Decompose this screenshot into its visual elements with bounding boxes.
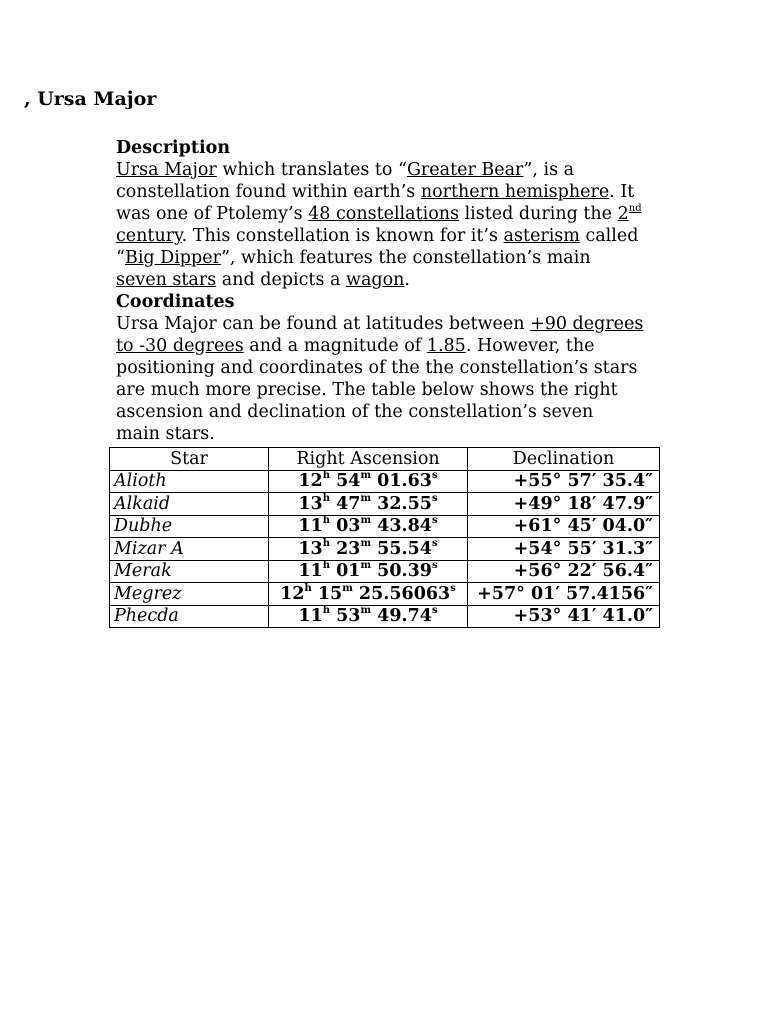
ra-seconds-value: 01.63 <box>377 471 432 492</box>
description-text: . It <box>609 182 635 202</box>
stars-table <box>109 447 660 628</box>
description-line <box>116 269 661 291</box>
star-name-cell: Alkaid <box>110 493 269 516</box>
description-text: called <box>579 226 639 246</box>
coordinates-underlined-term: +90 degrees <box>530 314 644 334</box>
right-ascension-cell <box>269 583 468 606</box>
ra-seconds-value: 55.54 <box>377 538 432 559</box>
ra-seconds-unit: s <box>431 492 438 504</box>
ra-hours-value: 11 <box>298 606 323 627</box>
ra-hours-unit: h <box>322 492 331 504</box>
description-heading: Description <box>116 138 231 158</box>
table-row <box>110 583 660 606</box>
ra-minutes-unit: m <box>360 560 372 572</box>
ra-minutes-value: 03 <box>336 516 361 537</box>
description-text: listed during the <box>459 204 618 224</box>
coordinates-text: positioning and coordinates of the the constellation’s stars <box>116 358 638 378</box>
coordinates-heading: Coordinates <box>116 292 235 312</box>
ra-hours-value: 12 <box>280 583 305 604</box>
description-text: “ <box>116 248 125 268</box>
ra-hours-value: 13 <box>298 493 323 514</box>
table-row <box>110 515 660 538</box>
description-line <box>116 203 661 225</box>
ra-minutes-unit: m <box>342 582 353 594</box>
coordinates-text: ascension and declination of the constellation’s seven <box>116 402 594 422</box>
coordinates-line <box>116 379 661 401</box>
description-text: was one of Ptolemy’s <box>116 204 309 224</box>
description-text: . <box>404 270 410 290</box>
ra-hours-unit: h <box>322 560 331 572</box>
column-header-star: Star <box>110 448 269 471</box>
declination-cell: +53° 41′ 41.0″ <box>468 605 660 628</box>
ra-minutes-value: 54 <box>336 471 361 492</box>
description-underlined-term: asterism <box>503 226 580 246</box>
coordinates-paragraph <box>116 313 661 445</box>
description-line <box>116 181 661 203</box>
page-title: , Ursa Major <box>24 88 157 110</box>
ra-hours-value: 11 <box>298 561 323 582</box>
ra-minutes-value: 23 <box>336 538 361 559</box>
table-body <box>110 470 660 628</box>
coordinates-underlined-term: to -30 degrees <box>116 336 244 356</box>
table-row <box>110 493 660 516</box>
description-line <box>116 247 661 269</box>
declination-cell: +61° 45′ 04.0″ <box>468 515 660 538</box>
ra-minutes-value: 53 <box>336 606 361 627</box>
right-ascension-cell <box>269 538 468 561</box>
ra-seconds-value: 49.74 <box>377 606 432 627</box>
ra-seconds-unit: s <box>431 537 438 549</box>
ra-seconds-value: 25.56063 <box>358 583 451 604</box>
description-text: which translates to “ <box>216 160 407 180</box>
description-underlined-term: northern hemisphere <box>420 182 610 202</box>
coordinates-underlined-term: 1.85 <box>426 336 466 356</box>
description-underlined-term: 48 constellations <box>308 204 460 224</box>
description-text: ”, which features the constellation’s main <box>220 248 591 268</box>
ra-hours-value: 13 <box>298 538 323 559</box>
coordinates-line <box>116 313 661 335</box>
ra-minutes-value: 01 <box>336 561 361 582</box>
column-header-declination: Declination <box>468 448 660 471</box>
star-name-cell: Alioth <box>110 470 269 493</box>
coordinates-text: and a magnitude of <box>243 336 427 356</box>
table-row <box>110 538 660 561</box>
ra-hours-unit: h <box>322 537 331 549</box>
star-name-cell: Merak <box>110 560 269 583</box>
ra-seconds-unit: s <box>431 470 438 482</box>
ra-seconds-value: 50.39 <box>377 561 432 582</box>
ra-seconds-unit: s <box>450 582 456 594</box>
ra-seconds-value: 32.55 <box>377 493 432 514</box>
coordinates-line <box>116 357 661 379</box>
description-text: and depicts a <box>216 270 346 290</box>
coordinates-text: . However, the <box>465 336 595 356</box>
description-text: . This constellation is known for it’s <box>181 226 504 246</box>
ra-seconds-unit: s <box>431 515 438 527</box>
table-row <box>110 560 660 583</box>
ra-hours-value: 12 <box>298 471 323 492</box>
ra-seconds-value: 43.84 <box>377 516 432 537</box>
description-line <box>116 159 661 181</box>
description-underlined-term: seven stars <box>116 270 217 290</box>
coordinates-line <box>116 335 661 357</box>
ra-minutes-value: 47 <box>336 493 361 514</box>
ra-hours-unit: h <box>322 470 331 482</box>
description-line <box>116 225 661 247</box>
declination-cell: +54° 55′ 31.3″ <box>468 538 660 561</box>
document-body <box>116 137 661 445</box>
right-ascension-cell <box>269 605 468 628</box>
ra-minutes-unit: m <box>360 605 372 617</box>
coordinates-text: are much more precise. The table below shows the right <box>116 380 618 400</box>
coordinates-line <box>116 423 661 445</box>
description-underlined-term: Big Dipper <box>124 248 221 268</box>
declination-cell: +56° 22′ 56.4″ <box>468 560 660 583</box>
ra-minutes-unit: m <box>360 470 372 482</box>
table-header-row <box>110 448 660 471</box>
ra-minutes-unit: m <box>360 515 372 527</box>
description-underlined-term: century <box>116 226 182 246</box>
star-name-cell: Phecda <box>110 605 269 628</box>
description-underlined-term: Greater Bear <box>406 160 524 180</box>
ra-minutes-value: 15 <box>317 583 343 604</box>
ra-seconds-unit: s <box>431 560 438 572</box>
ra-hours-value: 11 <box>298 516 323 537</box>
description-text: ”, is a <box>523 160 575 180</box>
coordinates-text: main stars. <box>116 424 215 444</box>
declination-cell: +49° 18′ 47.9″ <box>468 493 660 516</box>
coordinates-line <box>116 401 661 423</box>
table-row <box>110 605 660 628</box>
right-ascension-cell <box>269 493 468 516</box>
description-text: constellation found within earth’s <box>116 182 421 202</box>
description-underlined-term: wagon <box>345 270 405 290</box>
description-underlined-term: Ursa Major <box>116 160 217 180</box>
ra-minutes-unit: m <box>360 492 372 504</box>
right-ascension-cell <box>269 560 468 583</box>
description-underlined-term: nd <box>628 203 642 215</box>
right-ascension-cell <box>269 515 468 538</box>
star-name-cell: Megrez <box>110 583 269 606</box>
description-underlined-term: 2 <box>617 204 629 224</box>
column-header-right-ascension: Right Ascension <box>269 448 468 471</box>
ra-seconds-unit: s <box>431 605 438 617</box>
right-ascension-cell <box>269 470 468 493</box>
declination-cell: +55° 57′ 35.4″ <box>468 470 660 493</box>
ra-hours-unit: h <box>322 605 331 617</box>
coordinates-text: Ursa Major can be found at latitudes between <box>116 314 531 334</box>
ra-minutes-unit: m <box>360 537 372 549</box>
star-name-cell: Mizar A <box>110 538 269 561</box>
declination-cell: +57° 01′ 57.4156″ <box>468 583 660 606</box>
table-row <box>110 470 660 493</box>
description-paragraph <box>116 159 661 291</box>
ra-hours-unit: h <box>304 582 312 594</box>
star-name-cell: Dubhe <box>110 515 269 538</box>
ra-hours-unit: h <box>322 515 331 527</box>
